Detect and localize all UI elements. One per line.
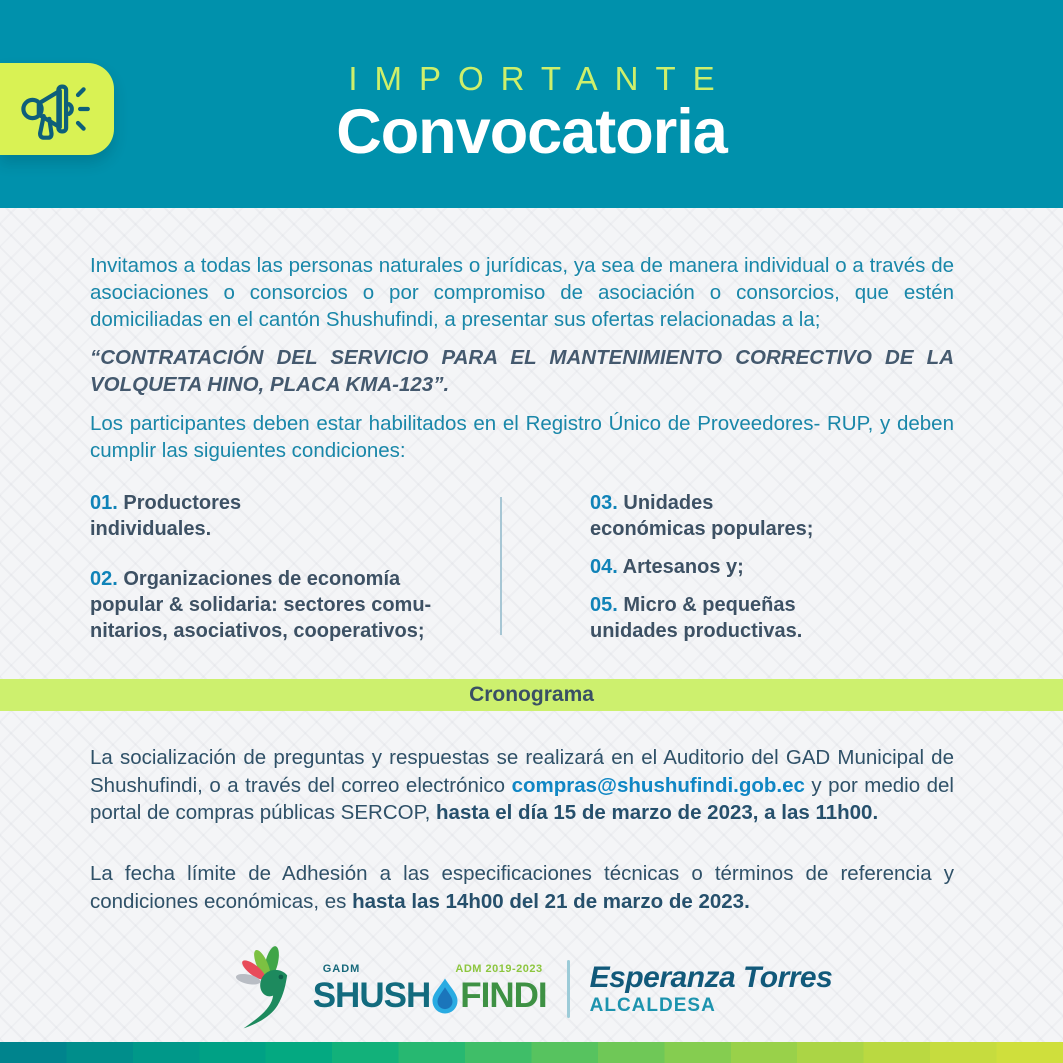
email-link[interactable]: compras@shushufindi.gob.ec <box>511 773 805 797</box>
item-text: Productores <box>123 492 242 514</box>
bottom-gradient-strip <box>0 1042 1063 1063</box>
logo-adm-label: ADM 2019-2023 <box>455 962 543 975</box>
logo-wordmark <box>313 964 547 1015</box>
page-title: Convocatoria <box>336 97 727 167</box>
logo-name-right: FINDI <box>460 976 547 1015</box>
logo-gadm-label: GADM <box>322 962 361 975</box>
paragraph-text: La socialización de preguntas y respuestas se realizará en el Auditorio del GAD Municipal de Shushufindi, o a través del correo electrónico <box>90 746 954 797</box>
requirements-paragraph: Los participantes deben estar habilitados en el Registro Único de Proveedores- RUP, y deben cumplir las siguientes condiciones: <box>90 412 954 463</box>
adhesion-paragraph <box>90 860 954 915</box>
list-item-05 <box>590 592 940 644</box>
item-text: nitarios, asociativos, cooperativos; <box>90 620 425 642</box>
list-item-01 <box>90 490 450 542</box>
socializacion-paragraph <box>90 744 954 827</box>
list-item-03 <box>590 490 940 542</box>
item-number: 03. <box>590 492 618 514</box>
megaphone-icon <box>15 73 99 145</box>
item-text: Unidades <box>623 492 714 514</box>
intro-paragraph: Invitamos a todas las personas naturales o jurídicas, ya sea de manera individual o a través de asociaciones o consorcios o por compromiso de asociación o consorcios, que estén domiciliadas en el cantón Shushufindi, a presentar sus ofertas relacionadas a la; <box>90 254 954 332</box>
mayor-title: ALCALDESA <box>589 995 716 1017</box>
footer <box>0 938 1063 1040</box>
item-number: 04. <box>590 556 618 578</box>
cronograma-banner <box>0 679 1063 711</box>
item-text: Organizaciones de economía <box>123 568 401 590</box>
item-text: Micro & pequeñas <box>623 594 796 616</box>
contract-quote: “CONTRATACIÓN DEL SERVICIO PARA EL MANTENIMIENTO CORRECTIVO DE LA VOLQUETA HINO, PLACA KMA-123”. <box>90 346 954 397</box>
item-number: 02. <box>90 568 118 590</box>
kicker-text: IMPORTANTE <box>348 60 732 97</box>
waterdrop-icon <box>430 977 460 1015</box>
mayor-signature <box>590 962 833 1016</box>
list-item-02 <box>90 566 450 644</box>
conditions-column-left <box>90 490 450 644</box>
paragraph-text: y por medio del portal de compras públicas SERCOP, <box>90 773 954 825</box>
item-text: individuales. <box>90 518 212 540</box>
logo-name-left: SHUSH <box>312 976 431 1015</box>
item-text: unidades productivas. <box>590 620 803 642</box>
item-text: Artesanos y; <box>622 556 744 578</box>
paragraph-text: La fecha límite de Adhesión a las especificaciones técnicas o términos de referencia y condiciones económicas, es <box>90 862 954 913</box>
header-band <box>0 0 1063 208</box>
conditions-column-right <box>590 490 940 644</box>
mayor-name: Esperanza Torres <box>589 960 833 994</box>
column-divider <box>500 497 502 635</box>
hummingbird-logo-icon <box>231 943 309 1035</box>
item-number: 01. <box>90 492 118 514</box>
deadline-text: hasta el día 15 de marzo de 2023, a las 11h00. <box>436 801 879 825</box>
item-text: económicas populares; <box>590 518 814 540</box>
cronograma-label: Cronograma <box>469 683 594 706</box>
list-item-04 <box>590 554 940 580</box>
footer-divider <box>567 960 570 1018</box>
item-text: popular & solidaria: sectores comu- <box>90 594 432 616</box>
megaphone-badge <box>0 63 114 155</box>
deadline-text: hasta las 14h00 del 21 de marzo de 2023. <box>352 889 750 913</box>
item-number: 05. <box>590 594 618 616</box>
shushufindi-logo <box>231 943 547 1035</box>
